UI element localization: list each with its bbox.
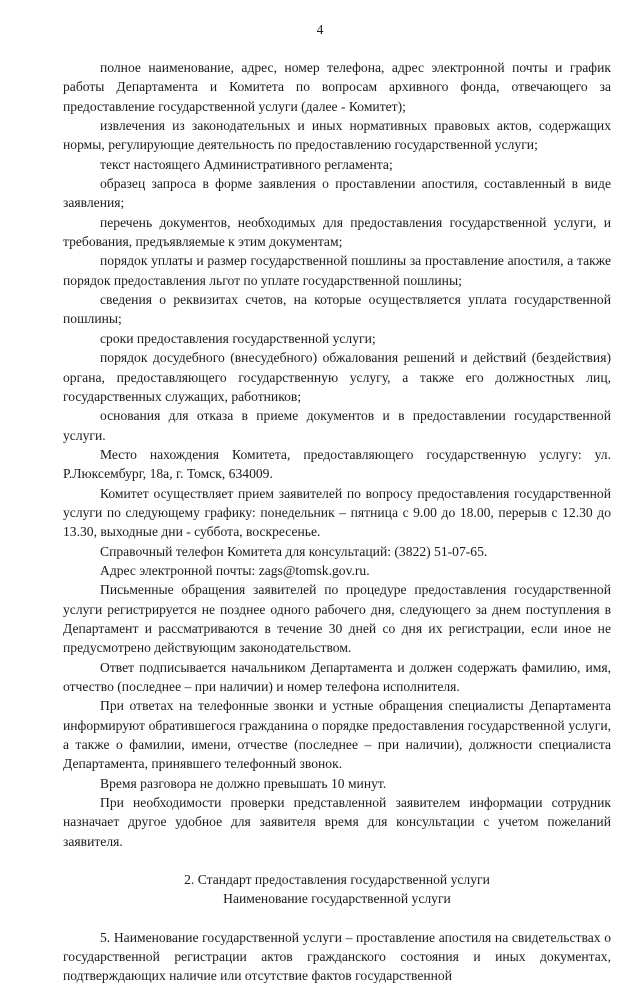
paragraph-documents-list: перечень документов, необходимых для предоставления государственной услуги, и требования, предъявляемые к этим документам; (63, 214, 611, 250)
paragraph-contact-info: полное наименование, адрес, номер телефона, адрес электронной почты и график работы Департамента и Комитета по вопросам архивного фонда, отвечающего за предоставление государственной услуги (далее - Комитет); (63, 60, 611, 114)
paragraph-account-details: сведения о реквизитах счетов, на которые осуществляется уплата государственной пошлины; (63, 292, 611, 327)
paragraph-response-signature: Ответ подписывается начальником Департамента и должен содержать фамилию, имя, отчество (последнее – при наличии) и номер телефона исполнителя. (63, 659, 611, 694)
section-subtitle: Наименование государственной услуги (223, 891, 451, 907)
paragraph-service-name: 5. Наименование государственной услуги – проставление апостиля на свидетельствах о государственной регистрации актов гражданского состояния и иных документах, подтверждающих наличие или отсутствие фактов государственной (63, 929, 611, 984)
paragraph-committee-address: Место нахождения Комитета, предоставляющего государственную услугу: ул. Р.Люксембург, 18а, г. Томск, 634009. (63, 446, 611, 482)
paragraph-call-duration: Время разговора не должно превышать 10 минут. (100, 775, 387, 791)
section-spacer (63, 851, 611, 870)
paragraph-service-terms: сроки предоставления государственной услуги; (100, 330, 376, 346)
section-title: 2. Стандарт предоставления государственной услуги (184, 872, 490, 888)
paragraph-phone: Справочный телефон Комитета для консультаций: (3822) 51-07-65. (100, 543, 488, 559)
paragraph-refusal-grounds: основания для отказа в приеме документов и в предоставлении государственной услуги. (63, 408, 611, 443)
paragraph-fee-procedure: порядок уплаты и размер государственной пошлины за проставление апостиля, а также порядок предоставления льгот по уплате государственной пошлины; (63, 253, 611, 288)
paragraph-appeal-procedure: порядок досудебного (внесудебного) обжалования решений и действий (бездействия) органа, предоставляющего государственную услугу, а также его должностных лиц, государственных служащих, работников; (63, 350, 611, 404)
paragraph-email: Адрес электронной почты: zags@tomsk.gov.ru. (100, 562, 370, 578)
page-number: 4 (316, 22, 324, 37)
paragraph-phone-calls: При ответах на телефонные звонки и устные обращения специалисты Департамента информируют обратившегося гражданина о порядке предоставления государственной услуги, а также о фамилии, имени, отчестве (последнее – при наличии), должности специалиста Департамента, принявшего телефонный звонок. (63, 698, 611, 772)
document-body (63, 58, 611, 986)
paragraph-reception-schedule: Комитет осуществляет прием заявителей по вопросу предоставления государственной услуги по следующему графику: понедельник – пятница с 9.00 до 18.00, перерыв с 12.30 до 13.30, выходные дни - суббота, воскресенье. (63, 485, 611, 540)
section-spacer (63, 909, 611, 928)
paragraph-verification: При необходимости проверки представленной заявителем информации сотрудник назначает другое удобное для заявителя время для консультации с учетом пожеланий заявителя. (63, 795, 611, 849)
paragraph-written-requests: Письменные обращения заявителей по процедуре предоставления государственной услуги регистрируется не позднее одного рабочего дня, следующего за днем поступления в Департамент и рассматриваются в течение 30 дней со дня их регистрации, если иное не предусмотрено действующим законодательством. (63, 582, 611, 656)
paragraph-legal-extracts: извлечения из законодательных и иных нормативных правовых актов, содержащих нормы, регулирующие деятельность по предоставлению государственной услуги; (63, 118, 611, 153)
paragraph-regulation-text: текст настоящего Административного регламента; (100, 156, 393, 172)
paragraph-request-sample: образец запроса в форме заявления о проставлении апостиля, составленный в виде заявления; (63, 176, 611, 211)
